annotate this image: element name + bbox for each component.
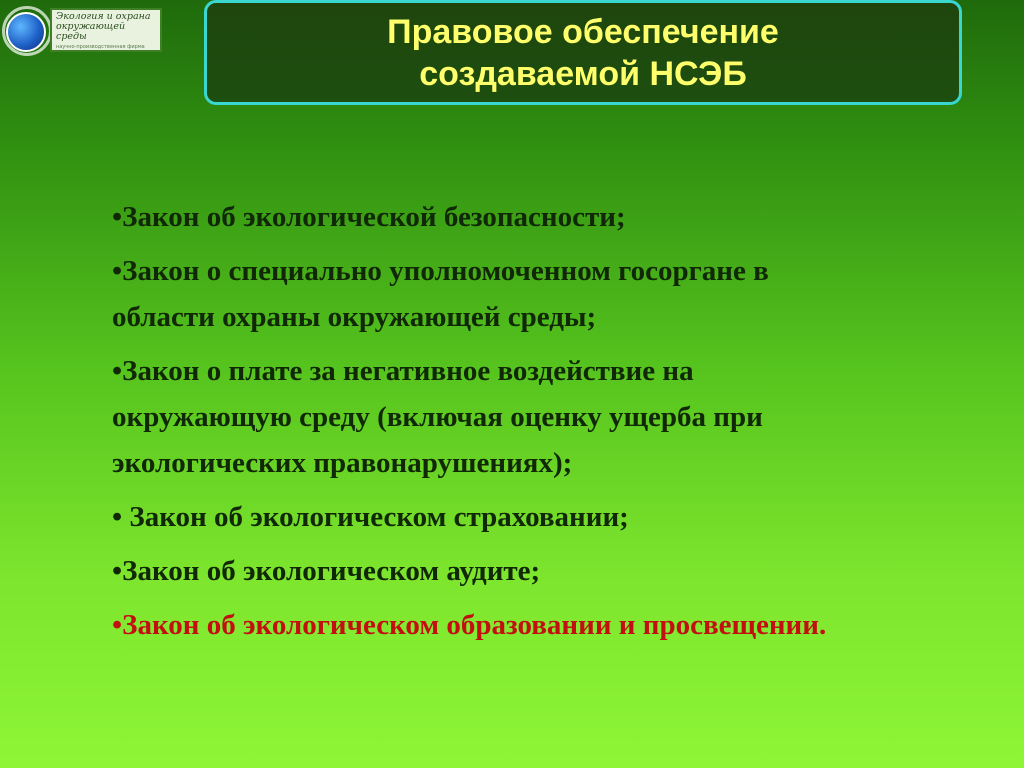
bullet-item: • Закон об экологическом страховании; <box>112 501 629 533</box>
logo-text: Экология и охрана окружающей среды <box>56 11 151 42</box>
bullet-item: •Закон об экологическом аудите; <box>112 555 541 587</box>
company-logo <box>2 4 164 56</box>
bullet-item: •Закон об экологической безопасности; <box>112 201 626 233</box>
slide-title-box <box>204 0 962 105</box>
logo-subtext: научно-производственная фирма <box>56 44 145 50</box>
slide-title: Правовое обеспечение создаваемой НСЭБ <box>387 12 779 93</box>
bullet-list <box>112 194 932 656</box>
logo-banner <box>50 8 162 52</box>
bullet-item: •Закон о плате за негативное воздействие на окружающую среду (включая оценку ущерба при экологических правонарушениях); <box>112 355 763 479</box>
bullet-item: •Закон о специально уполномоченном госоргане в области охраны окружающей среды; <box>112 255 769 333</box>
globe-icon <box>6 12 46 52</box>
bullet-item-highlighted: •Закон об экологическом образовании и просвещении. <box>112 609 827 641</box>
